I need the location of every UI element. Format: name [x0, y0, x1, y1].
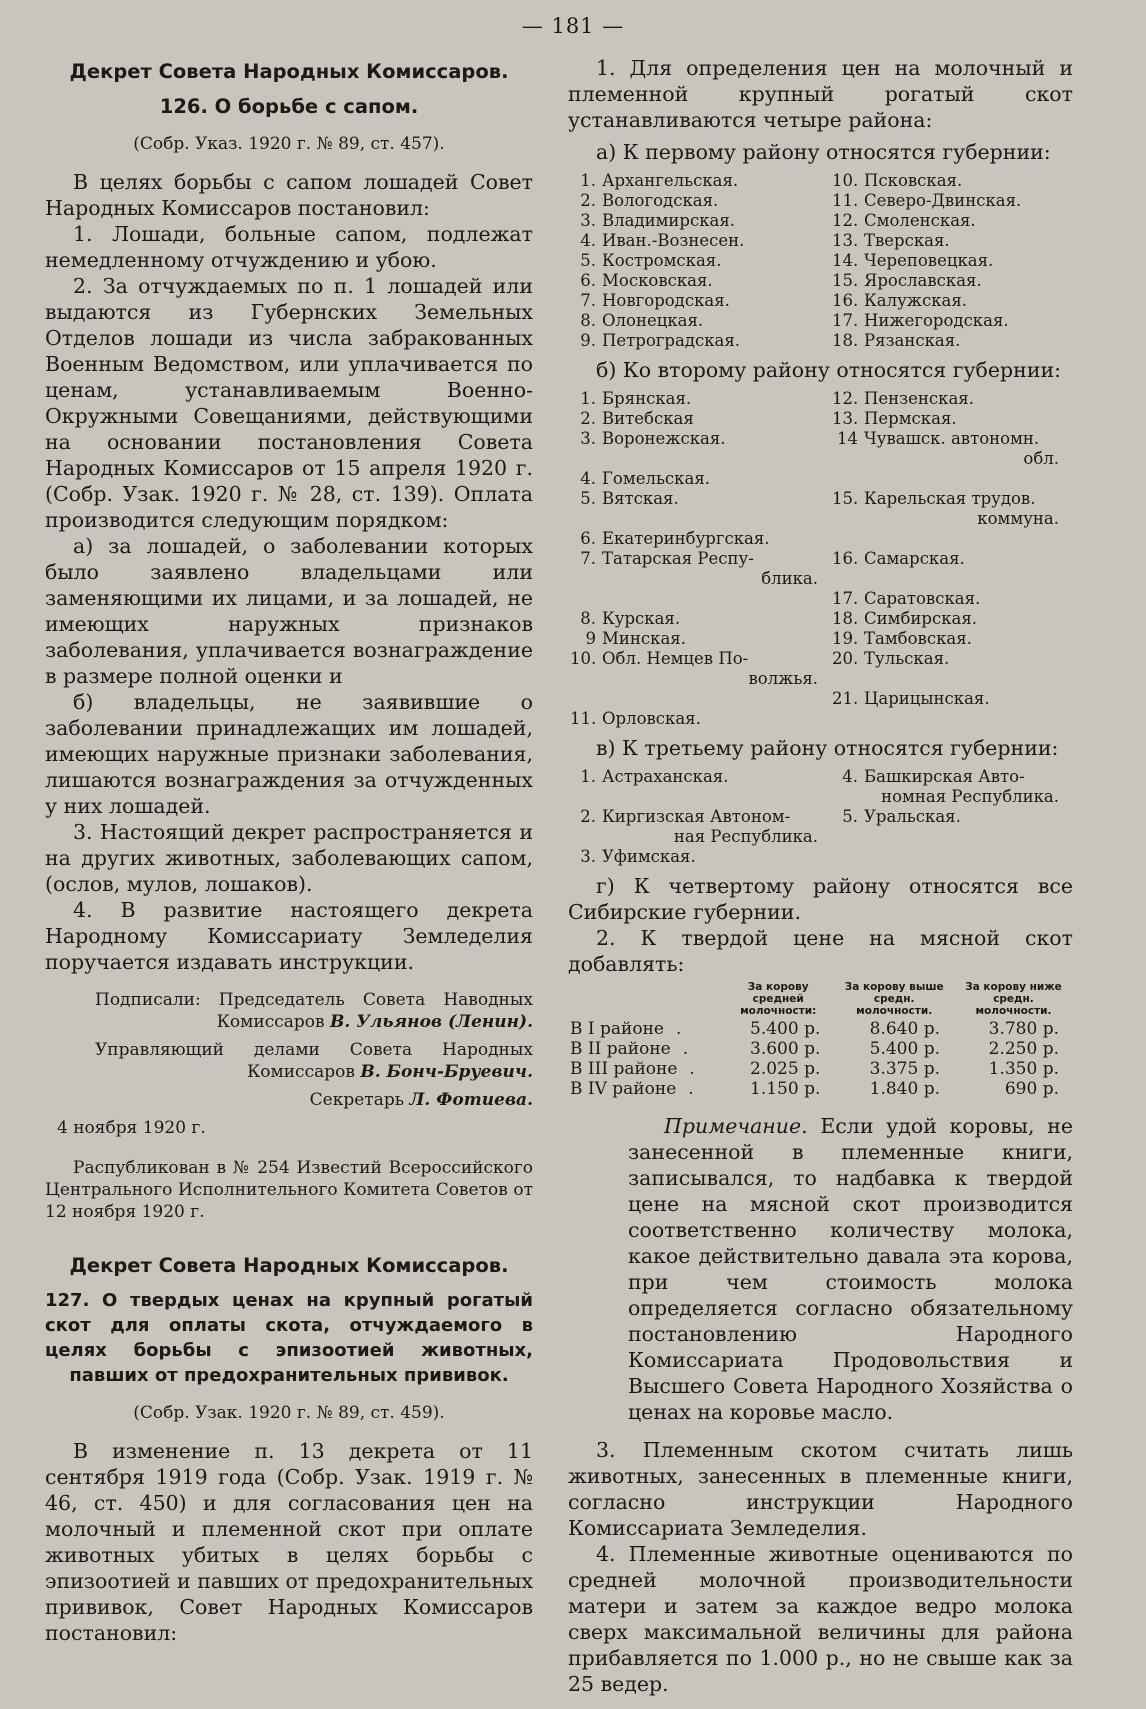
- province-number: 16.: [832, 291, 859, 310]
- decree-127-heading: Декрет Совета Народных Комиссаров.: [69, 1254, 509, 1277]
- province-number: 5.: [580, 489, 596, 508]
- price-region-label: В III районе: [570, 1059, 678, 1079]
- price-table-row: [568, 1019, 1073, 1039]
- province-number: [832, 709, 864, 729]
- price-table-header: За корову средней молочности:: [740, 981, 817, 1017]
- province-item: [570, 589, 832, 609]
- province-number: 10.: [832, 171, 859, 190]
- province-item: [832, 291, 1073, 311]
- price-table-header: За корову выше средн. молочности.: [844, 981, 944, 1017]
- signature-manager: [95, 1039, 533, 1083]
- price-region-dots: .: [688, 1079, 694, 1099]
- province-item: [570, 231, 832, 251]
- province-number: 16.: [832, 549, 859, 568]
- province-name: [864, 311, 1073, 331]
- decree-127-point-2: 2. К твердой цене на мясной скот добавлять:: [568, 926, 1073, 976]
- province-number: 17.: [832, 589, 859, 608]
- province-name: [864, 609, 1073, 629]
- province-item: [570, 609, 832, 629]
- note-text: Если удой коровы, не занесенной в племенные книги, записывался, то надбавка к твердой цене на мясной скот производится соответственно количеству молока, какое действительно давала эта корова, при чем стоимость молока определяется согласно обязательному постановлению Народного Комиссариата Продовольствия и Высшего Совета Народного Хозяйства о ценах на коровье масло.: [628, 1114, 1073, 1424]
- province-number: 8.: [580, 609, 596, 628]
- province-name-text: Вологодская.: [602, 191, 719, 210]
- province-name: [602, 529, 832, 549]
- province-name: [602, 589, 832, 609]
- province-item: [570, 331, 832, 351]
- province-name: [602, 231, 832, 251]
- province-name-text: Киргизская Автоном-: [602, 807, 791, 826]
- province-name-text: Рязанская.: [864, 331, 961, 350]
- province-name-text: Северо-Двинская.: [864, 191, 1022, 210]
- province-item: [570, 389, 832, 409]
- province-name: [864, 549, 1073, 589]
- province-name: [864, 489, 1073, 529]
- province-name-text: Ярославская.: [864, 271, 982, 290]
- decree-126-point-2b: б) владельцы, не заявившие о заболевании принадлежащих им лошадей, имеющих наружные признаки заболевания, лишаются вознаграждения за отчужденных у них лошадей.: [45, 690, 533, 818]
- decree-126-point-1: 1. Лошади, больные сапом, подлежат немедленному отчуждению и убою.: [45, 222, 533, 272]
- province-name-text: Астраханская.: [602, 767, 729, 786]
- province-name-text: Владимирская.: [602, 211, 736, 230]
- province-name-text: Новгородская.: [602, 291, 730, 310]
- province-name-text: Татарская Респу-: [602, 549, 754, 568]
- decree-126-intro: В целях борьбы с сапом лошадей Совет Народных Комиссаров постановил:: [45, 170, 533, 220]
- price-table-row: [568, 1039, 1073, 1059]
- signature-chairman-label: Подписали: Председатель Совета Наводных Комиссаров: [95, 990, 533, 1032]
- signature-manager-label: Управляющий делами Совета Народных Комиссаров: [95, 1040, 533, 1082]
- region-a-list: [570, 171, 1073, 351]
- signature-secretary: [95, 1089, 533, 1111]
- province-number: 6.: [580, 271, 596, 290]
- province-name: [864, 171, 1073, 191]
- province-item: [570, 629, 832, 649]
- price-above-average: 1.840 р.: [869, 1079, 940, 1099]
- province-name: [602, 291, 832, 311]
- province-number: 14: [837, 429, 858, 448]
- province-item: [832, 589, 1073, 609]
- province-name: [602, 689, 832, 709]
- province-name-text: Самарская.: [864, 549, 965, 568]
- price-region: [568, 1039, 722, 1059]
- province-number: 19.: [832, 629, 859, 648]
- region-b-list: [570, 389, 1073, 729]
- province-name: [602, 211, 832, 231]
- signature-secretary-label: Секретарь: [309, 1090, 404, 1110]
- province-number: 13.: [832, 409, 859, 428]
- province-item: [570, 409, 832, 429]
- decree-126-point-4: 4. В развитие настоящего декрета Народному Комиссариату Земледелия поручается издавать инструкции.: [45, 898, 533, 974]
- province-item: [832, 709, 1073, 729]
- province-name: [864, 429, 1073, 469]
- province-item: [832, 649, 1073, 689]
- price-above-average: 8.640 р.: [869, 1019, 940, 1039]
- province-name: [602, 191, 832, 211]
- province-name: [602, 311, 832, 331]
- province-name-text: Калужская.: [864, 291, 968, 310]
- province-item: [832, 211, 1073, 231]
- province-number: 1.: [580, 389, 596, 408]
- province-number: [832, 529, 864, 549]
- province-number: [570, 589, 602, 609]
- province-name-text: Минская.: [602, 629, 686, 648]
- province-name: [602, 389, 832, 409]
- price-below-average: 3.780 р.: [988, 1019, 1059, 1039]
- province-name: [602, 251, 832, 271]
- decree-127-title: 127. О твердых ценах на крупный рогатый скот для оплаты скота, отчуждаемого в целях борьбы с эпизоотией животных, павших от предохранительных прививок.: [45, 1290, 533, 1386]
- province-name: [864, 589, 1073, 609]
- province-item: [570, 689, 832, 709]
- decree-126-point-2a: а) за лошадей, о заболевании которых было заявлено владельцами или заменяющими их лицами, и за лошадей, не имеющих наружных признаков заболевания, уплачивается вознаграждение в размере полной оценки и: [45, 534, 533, 688]
- province-number: 21.: [832, 689, 859, 708]
- province-name: [602, 807, 832, 847]
- province-item: [570, 847, 832, 867]
- province-item: [832, 389, 1073, 409]
- province-item: [570, 767, 832, 807]
- province-item: [832, 251, 1073, 271]
- province-item: [832, 489, 1073, 529]
- province-number: 13.: [832, 231, 859, 250]
- province-item: [832, 469, 1073, 489]
- price-table-header: [568, 981, 722, 1019]
- province-name-continuation: блика.: [761, 569, 818, 588]
- decree-126-point-2: 2. За отчуждаемых по п. 1 лошадей или выдаются из Губернских Земельных Отделов лошади из числа забракованных Военным Ведомством, или уплачивается по ценам, устанавливаемым Военно-Окружными Совещаниями, действующими на основании постановления Совета Народных Комиссаров от 15 апреля 1920 г. (Собр. Узак. 1920 г. № 28, ст. 139). Оплата производится следующим порядком:: [45, 274, 533, 532]
- province-item: [832, 549, 1073, 589]
- province-item: [832, 271, 1073, 291]
- province-name-text: Витебская: [602, 409, 694, 428]
- decree-127-point-1: 1. Для определения цен на молочный и племенной крупный рогатый скот устанавливаются четыре района:: [568, 56, 1073, 132]
- province-number: 2.: [580, 191, 596, 210]
- note-paragraph: [628, 1113, 1073, 1425]
- province-name-text: Пермская.: [864, 409, 957, 428]
- province-name: [602, 549, 832, 589]
- province-name: [864, 847, 1073, 867]
- price-average: 5.400 р.: [750, 1019, 821, 1039]
- province-item: [570, 529, 832, 549]
- province-name-text: Тульская.: [864, 649, 950, 668]
- province-number: 7.: [580, 291, 596, 310]
- price-table-row: [568, 1059, 1073, 1079]
- province-item: [570, 549, 832, 589]
- province-item: [832, 171, 1073, 191]
- decree-127-point-3: 3. Племенным скотом считать лишь животных, занесенных в племенные книги, согласно инструкции Народного Комиссариата Земледелия.: [568, 1438, 1073, 1540]
- province-number: 9.: [580, 331, 596, 350]
- province-number: 5.: [580, 251, 596, 270]
- province-name-continuation: номная Республика.: [881, 787, 1059, 806]
- province-number: [832, 847, 864, 867]
- price-region-label: В II районе: [570, 1039, 671, 1059]
- province-number: 8.: [580, 311, 596, 330]
- province-name: [602, 429, 832, 469]
- province-item: [832, 529, 1073, 549]
- province-name-text: Иван.-Вознесен.: [602, 231, 745, 250]
- province-name: [864, 529, 1073, 549]
- signature-chairman: [95, 989, 533, 1033]
- province-name-text: Московская.: [602, 271, 713, 290]
- price-region-dots: .: [682, 1039, 689, 1059]
- province-name: [602, 171, 832, 191]
- province-name-text: Костромская.: [602, 251, 722, 270]
- province-number: 9: [585, 629, 596, 648]
- province-name: [602, 469, 832, 489]
- price-region: [568, 1019, 722, 1039]
- province-number: 5.: [842, 807, 858, 826]
- price-region-label: В I районе: [570, 1019, 664, 1039]
- province-name: [864, 231, 1073, 251]
- province-number: 11.: [832, 191, 859, 210]
- price-below-average: 690 р.: [1004, 1079, 1059, 1099]
- province-name-text: Орловская.: [602, 709, 701, 728]
- province-name-text: Карельская трудов.: [864, 489, 1036, 508]
- province-item: [570, 489, 832, 529]
- decree-126-point-3: 3. Настоящий декрет распространяется и на других животных, заболевающих сапом, (ослов, мулов, лошаков).: [45, 820, 533, 896]
- province-name-text: Брянская.: [602, 389, 692, 408]
- province-item: [832, 689, 1073, 709]
- province-name: [602, 409, 832, 429]
- province-item: [832, 629, 1073, 649]
- province-item: [570, 171, 832, 191]
- province-item: [832, 609, 1073, 629]
- signature-secretary-name: Л. Фотиева.: [409, 1090, 533, 1110]
- province-item: [832, 847, 1073, 867]
- page-number: — 181 —: [521, 14, 625, 38]
- price-table-header: За корову ниже средн. молочности.: [965, 981, 1062, 1017]
- province-name: [864, 629, 1073, 649]
- province-number: 7.: [580, 549, 596, 568]
- province-name-text: Петроградская.: [602, 331, 741, 350]
- region-d-text: г) К четвертому району относятся все Сибирские губернии.: [568, 874, 1073, 924]
- province-name-text: Обл. Немцев По-: [602, 649, 749, 668]
- province-name-text: Пензенская.: [864, 389, 974, 408]
- decree-127-source: (Собр. Узак. 1920 г. № 89, ст. 459).: [133, 1403, 445, 1423]
- province-name-text: Архангельская.: [602, 171, 739, 190]
- province-name: [864, 251, 1073, 271]
- province-name: [864, 689, 1073, 709]
- signature-block: [95, 989, 533, 1111]
- price-average: 1.150 р.: [750, 1079, 821, 1099]
- province-name-text: Смоленская.: [864, 211, 976, 230]
- province-name: [864, 649, 1073, 689]
- region-c-list: [570, 767, 1073, 867]
- province-name: [864, 709, 1073, 729]
- left-column: [45, 55, 533, 1646]
- province-name: [602, 271, 832, 291]
- price-table-row: [568, 1079, 1073, 1099]
- province-name-text: Тамбовская.: [864, 629, 972, 648]
- province-item: [570, 807, 832, 847]
- province-name-text: Вятская.: [602, 489, 679, 508]
- signature-chairman-name: В. Ульянов (Ленин).: [329, 1012, 533, 1032]
- province-item: [832, 311, 1073, 331]
- province-number: 3.: [580, 211, 596, 230]
- price-below-average: 1.350 р.: [988, 1059, 1059, 1079]
- decree-126-heading: Декрет Совета Народных Комиссаров.: [69, 60, 509, 83]
- price-table: [568, 981, 1073, 1099]
- price-region-dots: .: [676, 1019, 682, 1039]
- region-b-title: б) Ко второму району относятся губернии:: [596, 358, 1062, 382]
- province-item: [570, 211, 832, 231]
- decree-126-publication: Распубликован в № 254 Известий Всероссийского Центрального Исполнительного Комитета Советов от 12 ноября 1920 г.: [45, 1158, 533, 1222]
- province-number: 18.: [832, 609, 859, 628]
- province-name: [602, 629, 832, 649]
- province-number: 11.: [570, 709, 597, 728]
- province-item: [832, 191, 1073, 211]
- province-item: [570, 469, 832, 489]
- province-item: [832, 231, 1073, 251]
- decree-126-title: 126. О борьбе с сапом.: [159, 95, 419, 118]
- price-region-dots: .: [689, 1059, 695, 1079]
- province-item: [832, 429, 1073, 469]
- province-number: [832, 469, 864, 489]
- province-number: 1.: [580, 171, 596, 190]
- province-number: 2.: [580, 409, 596, 428]
- province-item: [570, 311, 832, 331]
- region-c-title: в) К третьему району относятся губернии:: [596, 736, 1059, 760]
- province-number: 2.: [580, 807, 596, 826]
- province-name: [864, 331, 1073, 351]
- province-name: [864, 389, 1073, 409]
- province-number: 6.: [580, 529, 596, 548]
- province-name: [602, 767, 832, 807]
- province-name: [602, 609, 832, 629]
- province-name: [864, 211, 1073, 231]
- province-name-text: Олонецкая.: [602, 311, 704, 330]
- province-name: [864, 191, 1073, 211]
- province-item: [832, 767, 1073, 807]
- province-name-text: Уфимская.: [602, 847, 696, 866]
- province-item: [570, 291, 832, 311]
- province-name-text: Симбирская.: [864, 609, 977, 628]
- decree-127-intro: В изменение п. 13 декрета от 11 сентября 1919 года (Собр. Узак. 1919 г. № 46, ст. 450) и для согласования цен на молочный и племенной скот при оплате животных убитых в целях борьбы с эпизоотией и павших от предохранительных прививок, Совет Народных Комиссаров постановил:: [45, 1439, 533, 1645]
- province-name: [602, 331, 832, 351]
- province-name: [602, 649, 832, 689]
- region-a-title: а) К первому району относятся губернии:: [596, 140, 1051, 164]
- province-number: 10.: [570, 649, 597, 668]
- province-number: 4.: [842, 767, 858, 786]
- province-name-text: Екатеринбургская.: [602, 529, 770, 548]
- province-number: 3.: [580, 847, 596, 866]
- province-name: [864, 807, 1073, 847]
- province-item: [570, 191, 832, 211]
- province-number: 15.: [832, 271, 859, 290]
- province-name: [864, 469, 1073, 489]
- province-name-continuation: волжья.: [748, 669, 818, 688]
- province-name: [864, 409, 1073, 429]
- province-number: 1.: [580, 767, 596, 786]
- price-average: 3.600 р.: [750, 1039, 821, 1059]
- price-below-average: 2.250 р.: [988, 1039, 1059, 1059]
- decree-127-point-4: 4. Племенные животные оцениваются по средней молочной производительности матери и затем за каждое ведро молока сверх максимальной величины для района прибавляется по 1.000 р., но не свыше как за 25 ведер.: [568, 1542, 1073, 1696]
- price-region: [568, 1079, 722, 1099]
- province-name-text: Гомельская.: [602, 469, 710, 488]
- province-item: [570, 251, 832, 271]
- province-item: [570, 709, 832, 729]
- province-number: [570, 689, 602, 709]
- province-name-continuation: ная Республика.: [673, 827, 818, 846]
- price-above-average: 3.375 р.: [869, 1059, 940, 1079]
- province-item: [832, 331, 1073, 351]
- right-column: [568, 55, 1073, 1697]
- price-region: [568, 1059, 722, 1079]
- price-table-header-row: [568, 981, 1073, 1019]
- province-name-text: Чувашск. автономн.: [864, 429, 1040, 448]
- province-name: [864, 767, 1073, 807]
- note-label: Примечание.: [664, 1114, 808, 1138]
- province-name-text: Череповецкая.: [864, 251, 994, 270]
- province-number: 3.: [580, 429, 596, 448]
- province-number: 12.: [832, 211, 859, 230]
- province-name-continuation: коммуна.: [977, 509, 1059, 528]
- province-number: 12.: [832, 389, 859, 408]
- province-name-text: Тверская.: [864, 231, 950, 250]
- province-number: 4.: [580, 469, 596, 488]
- province-item: [832, 807, 1073, 847]
- province-number: 4.: [580, 231, 596, 250]
- province-name: [602, 489, 832, 529]
- province-item: [570, 271, 832, 291]
- province-number: 14.: [832, 251, 859, 270]
- province-number: 15.: [832, 489, 859, 508]
- province-name-text: Уральская.: [864, 807, 961, 826]
- province-name: [602, 847, 832, 867]
- price-average: 2.025 р.: [750, 1059, 821, 1079]
- province-name-text: Нижегородская.: [864, 311, 1009, 330]
- province-item: [570, 649, 832, 689]
- province-number: 18.: [832, 331, 859, 350]
- province-name-text: Курская.: [602, 609, 681, 628]
- province-name-continuation: обл.: [1023, 449, 1059, 468]
- province-name-text: Башкирская Авто-: [864, 767, 1025, 786]
- province-number: 17.: [832, 311, 859, 330]
- price-above-average: 5.400 р.: [869, 1039, 940, 1059]
- province-item: [570, 429, 832, 469]
- province-item: [832, 409, 1073, 429]
- signature-manager-name: В. Бонч-Бруевич.: [360, 1062, 533, 1082]
- province-name-text: Саратовская.: [864, 589, 981, 608]
- province-name: [864, 271, 1073, 291]
- province-name: [864, 291, 1073, 311]
- decree-126-date: 4 ноября 1920 г.: [57, 1118, 206, 1138]
- province-name-text: Псковская.: [864, 171, 963, 190]
- province-number: 20.: [832, 649, 859, 668]
- province-name-text: Царицынская.: [864, 689, 990, 708]
- decree-126-source: (Собр. Указ. 1920 г. № 89, ст. 457).: [133, 134, 445, 154]
- province-name: [602, 709, 832, 729]
- price-region-label: В IV районе: [570, 1079, 677, 1099]
- province-name-text: Воронежская.: [602, 429, 726, 448]
